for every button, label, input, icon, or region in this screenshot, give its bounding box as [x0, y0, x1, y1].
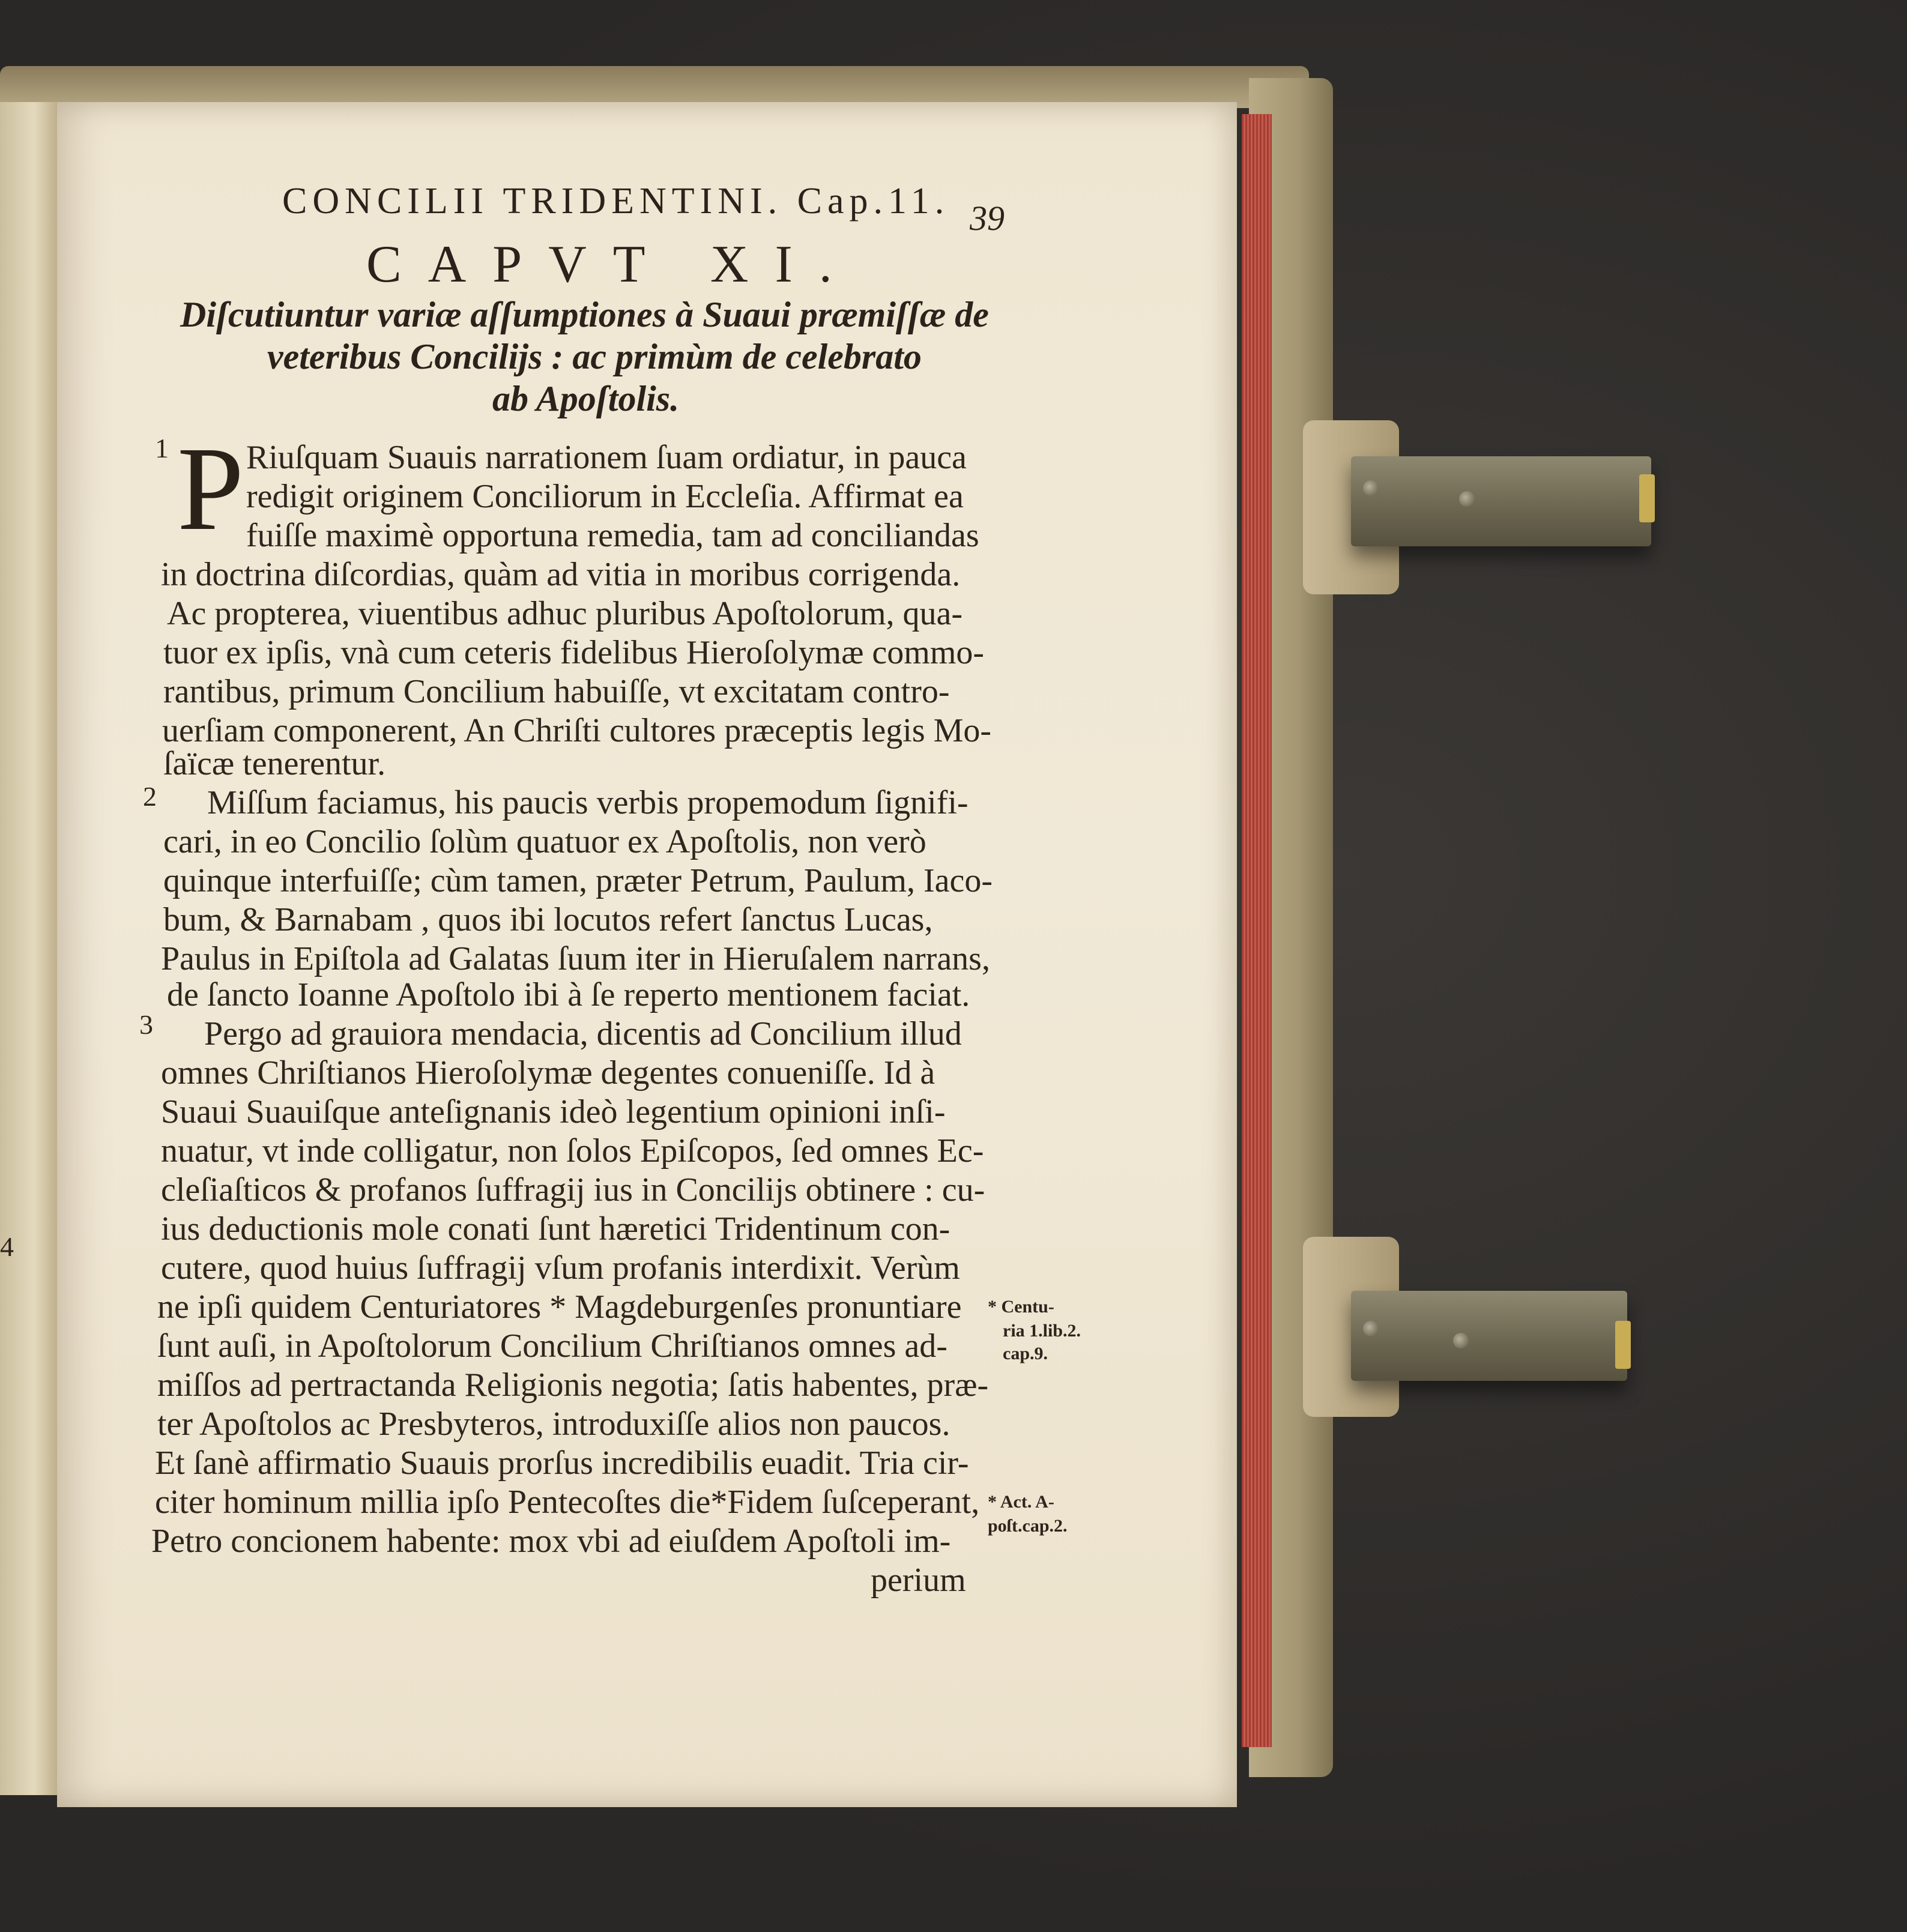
- text-line: rantibus, primum Concilium habuiſſe, vt excitatam contro-: [163, 673, 950, 710]
- red-page-edges: [1242, 114, 1272, 1747]
- text-line: ter Apoſtolos ac Presbyteros, introduxiſſe alios non paucos.: [157, 1405, 950, 1443]
- text-line: miſſos ad pertractanda Religionis negotia; ſatis habentes, præ-: [157, 1366, 989, 1404]
- text-line: cleſiaſticos & profanos ſuffragij ius in Concilijs obtinere : cu-: [161, 1171, 985, 1209]
- text-line: ſaïcæ tenerentur.: [163, 745, 386, 782]
- margin-note-line: * Act. A-: [988, 1492, 1054, 1512]
- text-line: tuor ex ipſis, vnà cum ceteris fidelibus Hieroſolymæ commo-: [163, 634, 985, 671]
- facing-page-edge: [0, 102, 57, 1795]
- text-line: ne ipſi quidem Centuriatores * Magdeburgenſes pronuntiare: [157, 1288, 962, 1326]
- lower-clasp: [1303, 1231, 1651, 1429]
- chapter-summary-line: ab Apoſtolis.: [492, 379, 680, 418]
- chapter-summary-line: veteribus Concilijs : ac primùm de celebrato: [267, 337, 922, 376]
- text-line: redigit originem Conciliorum in Eccleſia. Affirmat ea: [246, 478, 964, 515]
- text-line: fuiſſe maximè opportuna remedia, tam ad conciliandas: [246, 517, 979, 554]
- rivet-icon: [1363, 480, 1379, 496]
- text-line: Paulus in Epiſtola ad Galatas ſuum iter in Hieruſalem narrans,: [161, 940, 990, 977]
- text-line: cari, in eo Concilio ſolùm quatuor ex Apoſtolis, non verò: [163, 823, 926, 860]
- paragraph-number: 3: [139, 1009, 153, 1040]
- clasp-strap: [1351, 456, 1651, 546]
- chapter-title: CAPVT XI.: [366, 235, 859, 294]
- facing-page-margin-number: 4: [0, 1231, 14, 1262]
- text-line: omnes Chriſtianos Hieroſolymæ degentes conueniſſe. Id à: [161, 1054, 935, 1091]
- margin-note-line: cap.9.: [1003, 1344, 1048, 1363]
- text-line: ius deductionis mole conati ſunt hæretici Tridentinum con-: [161, 1210, 950, 1248]
- text-line: Riuſquam Suauis narrationem ſuam ordiatur, in pauca: [246, 439, 967, 476]
- text-line: Ac propterea, viuentibus adhuc pluribus Apoſtolorum, qua-: [167, 595, 963, 632]
- rivet-icon: [1453, 1333, 1469, 1348]
- clasp-end: [1615, 1321, 1631, 1369]
- text-line: Suaui Suauiſque anteſignanis ideò legentium opinioni inſi-: [161, 1093, 946, 1131]
- text-line: Pergo ad grauiora mendacia, dicentis ad Concilium illud: [204, 1015, 962, 1052]
- text-line: Miſſum faciamus, his paucis verbis propemodum ſignifi-: [207, 784, 969, 821]
- upper-clasp: [1303, 414, 1663, 606]
- text-line: ſunt auſi, in Apoſtolorum Concilium Chriſtianos omnes ad-: [157, 1327, 947, 1365]
- chapter-summary-line: Diſcutiuntur variæ aſſumptiones à Suaui præmiſſæ de: [180, 295, 989, 334]
- margin-note-line: ria 1.lib.2.: [1003, 1321, 1081, 1341]
- clasp-strap: [1351, 1291, 1627, 1381]
- text-line: Petro concionem habente: mox vbi ad eiuſdem Apoſtoli im-: [151, 1523, 951, 1560]
- text-line: quinque interfuiſſe; cùm tamen, præter Petrum, Paulum, Iaco-: [163, 862, 993, 899]
- text-line: bum, & Barnabam , quos ibi locutos refert ſanctus Lucas,: [163, 901, 933, 938]
- drop-cap: P: [177, 423, 244, 555]
- text-line: Et ſanè affirmatio Suauis prorſus incredibilis euadit. Tria cir-: [155, 1444, 969, 1482]
- margin-note-line: * Centu-: [988, 1297, 1054, 1317]
- margin-note-line: poſt.cap.2.: [988, 1516, 1068, 1536]
- running-head: CONCILII TRIDENTINI. Cap.11.: [282, 181, 950, 222]
- text-line: de ſancto Ioanne Apoſtolo ibi à ſe reperto mentionem faciat.: [167, 976, 970, 1013]
- rivet-icon: [1363, 1321, 1379, 1336]
- rivet-icon: [1459, 491, 1475, 507]
- text-line: uerſiam componerent, An Chriſti cultores præceptis legis Mo-: [162, 712, 992, 749]
- text-line: citer hominum millia ipſo Pentecoſtes die*Fidem ſuſceperant,: [155, 1484, 980, 1521]
- clasp-end: [1639, 474, 1655, 522]
- text-line: nuatur, vt inde colligatur, non ſolos Epiſcopos, ſed omnes Ec-: [161, 1132, 984, 1170]
- paragraph-number: 2: [143, 781, 157, 812]
- catchword: perium: [871, 1562, 966, 1599]
- text-line: in doctrina diſcordias, quàm ad vitia in moribus corrigenda.: [161, 556, 961, 593]
- paragraph-number: 1: [155, 433, 169, 463]
- text-line: cutere, quod huius ſuffragij vſum profanis interdixit. Verùm: [161, 1249, 960, 1287]
- page-number: 39: [970, 199, 1005, 238]
